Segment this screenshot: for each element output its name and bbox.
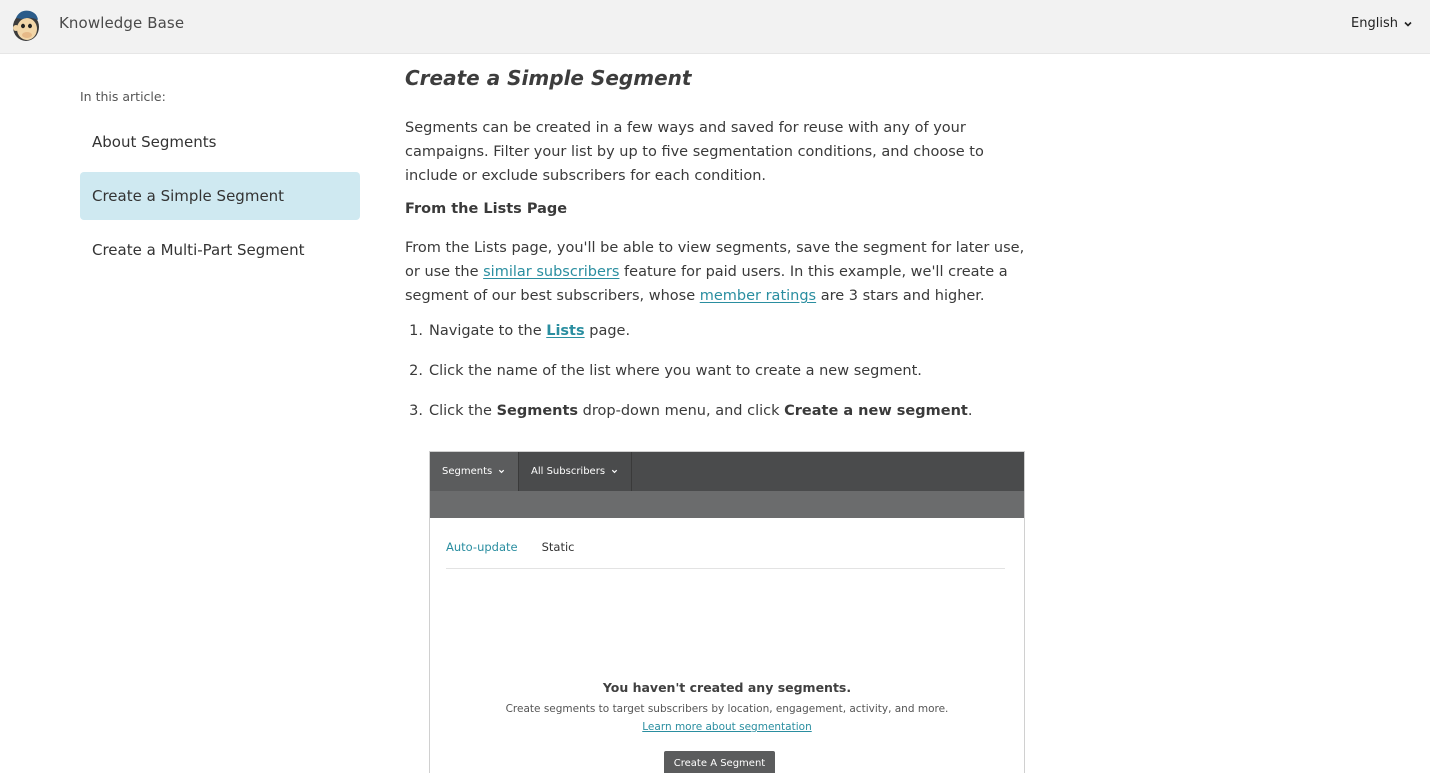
list-item [405, 360, 1030, 400]
lists-link[interactable]: Lists [546, 323, 585, 339]
all-subscribers-label: All Subscribers [531, 466, 606, 477]
segments-dropdown-label: Segments [442, 466, 493, 477]
paragraph-text: feature for paid users. In this example, we'll create a segment of our best subscribers, whose [405, 264, 1008, 304]
member-ratings-link[interactable]: member ratings [699, 288, 817, 304]
step-number: 2. [409, 363, 423, 379]
table-of-contents [80, 118, 360, 280]
screenshot-subbar [430, 491, 1024, 518]
section-title: From the Lists Page [405, 201, 568, 217]
empty-state-link-wrap [430, 721, 1024, 733]
chevron-down-icon [611, 468, 618, 475]
segments-dropdown[interactable] [430, 452, 519, 491]
paragraph-text: are 3 stars and higher. [816, 288, 985, 304]
step-text [429, 400, 972, 440]
screenshot-toolbar [430, 452, 1024, 491]
step-text [429, 320, 630, 360]
toc-item-create-simple-segment[interactable]: Create a Simple Segment [80, 172, 360, 220]
tab-auto-update[interactable]: Auto-update [446, 540, 518, 554]
step-text-part: Navigate to the [429, 323, 547, 339]
toc-item-create-multi-part-segment[interactable]: Create a Multi-Part Segment [92, 241, 305, 259]
lists-page-paragraph [405, 236, 1030, 308]
tab-static[interactable]: Static [541, 540, 575, 554]
steps-list [405, 320, 1030, 440]
segment-type-tabs [446, 540, 1005, 569]
step-number: 3. [409, 403, 423, 419]
step-bold-text: Segments [496, 403, 579, 419]
language-selector[interactable] [1351, 16, 1413, 31]
step-text-part: Click the [429, 403, 497, 419]
create-segment-button[interactable]: Create A Segment [664, 751, 775, 773]
site-title[interactable]: Knowledge Base [59, 14, 185, 32]
list-item [405, 320, 1030, 360]
toc-heading: In this article: [80, 89, 166, 104]
intro-paragraph: Segments can be created in a few ways and saved for reuse with any of your campaigns. Filter your list by up to five segmentation conditions, and choose to include or exclude subscribers for each condition. [405, 120, 984, 184]
chevron-down-icon [1403, 19, 1413, 29]
article-title: Create a Simple Segment [405, 66, 692, 90]
chimp-logo-icon[interactable] [10, 8, 42, 42]
empty-state-title: You haven't created any segments. [602, 680, 852, 695]
similar-subscribers-link[interactable]: similar subscribers [483, 264, 620, 280]
empty-state-description: Create segments to target subscribers by location, engagement, activity, and more. [505, 703, 949, 715]
toc-item-about-segments[interactable]: About Segments [92, 133, 217, 151]
step-text: Click the name of the list where you want to create a new segment. [429, 363, 922, 379]
step-text-part: . [967, 403, 973, 419]
all-subscribers-dropdown[interactable] [519, 452, 632, 491]
step-bold-text: Create a new segment [784, 403, 968, 419]
step-text-part: page. [584, 323, 631, 339]
language-label: English [1351, 16, 1398, 31]
chevron-down-icon [498, 468, 505, 475]
step-number: 1. [409, 323, 423, 339]
segments-screenshot [429, 451, 1025, 773]
top-bar [0, 0, 1430, 54]
paragraph-text: From the Lists page, you'll be able to view segments, save the segment for later use, or use the [405, 240, 1025, 280]
learn-more-link[interactable]: Learn more about segmentation [642, 721, 812, 733]
step-text-part: drop-down menu, and click [578, 403, 785, 419]
list-item [405, 400, 1030, 440]
